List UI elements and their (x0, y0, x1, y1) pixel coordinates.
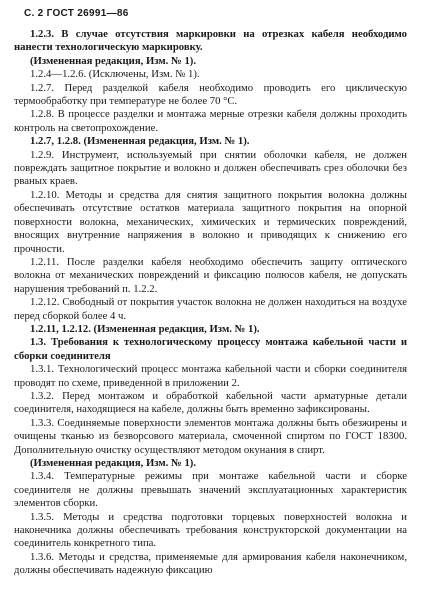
paragraph: 1.2.12. Свободный от покрытия участок волокна не должен находиться на воздухе перед сборкой более 4 ч. (14, 296, 407, 322)
paragraph: 1.2.7. Перед разделкой кабеля необходимо проводить его циклическую термообработку при температуре не более 70 °С. (14, 81, 407, 108)
document-body (14, 28, 407, 578)
paragraph: 1.2.10. Методы и средства для снятия защитного покрытия волокна должны обеспечивать отсутствие остатков материала защитного покрытия на опорной поверхности волокна, механических, химических и термических повреждений, вносящих внутренние напряжения в волокно и приводящих к снижению его прочности. (14, 188, 407, 255)
paragraph: 1.2.9. Инструмент, используемый при снятии оболочки кабеля, не должен повреждать защитное покрытие и волокно и должен обеспечивать срез оболочки без рваных краев. (14, 148, 407, 188)
page-header: С. 2 ГОСТ 26991—86 (24, 8, 129, 19)
paragraph: 1.2.3. В случае отсутствия маркировки на отрезках кабеля необходимо нанести технологическую маркировку. (14, 28, 407, 54)
paragraph: 1.3.3. Соединяемые поверхности элементов монтажа должны быть обезжирены и очищены тканью из безворсового материала, смоченной спиртом по ГОСТ 18300. Дополнительную очистку осуществляют методом окунания в спирт. (14, 416, 407, 456)
paragraph: 1.3.5. Методы и средства подготовки торцевых поверхностей волокна и наконечника должны обеспечивать требования конструкторской документации на соединитель конкретного типа. (14, 510, 407, 550)
paragraph: 1.3.1. Технологический процесс монтажа кабельной части и сборки соединителя проводят по схеме, приведенной в приложении 2. (14, 363, 407, 389)
amendment-note: (Измененная редакция, Изм. № 1). (30, 457, 197, 469)
section-heading: 1.3. Требования к технологическому процессу монтажа кабельной части и сборки соединителя (14, 336, 407, 362)
paragraph: 1.3.6. Методы и средства, применяемые для армирования кабеля наконечником, должны обеспечивать надежную фиксацию (14, 550, 407, 577)
paragraph: 1.2.11. После разделки кабеля необходимо обеспечить защиту оптического волокна от механических повреждений и фиксацию полюсов кабеля, не допускать нарушения требований п. 1.2.2. (14, 255, 407, 295)
paragraph: 1.3.2. Перед монтажом и обработкой кабельной части арматурные детали соединителя, находящиеся на кабеле, должны быть временно зафиксированы. (14, 389, 407, 416)
paragraph: 1.2.8. В процессе разделки и монтажа мерные отрезки кабеля должны проходить контроль на светопрохождение. (14, 108, 407, 134)
amendment-note: 1.2.7, 1.2.8. (Измененная редакция, Изм. № 1). (30, 135, 250, 148)
amendment-note: 1.2.11, 1.2.12. (Измененная редакция, Изм. № 1). (30, 322, 260, 335)
paragraph: 1.3.4. Температурные режимы при монтаже кабельной части и сборке соединителя не должны превышать значений эксплуатационных характеристик элементов сборки. (14, 470, 407, 510)
paragraph: 1.2.4—1.2.6. (Исключены, Изм. № 1). (30, 68, 200, 81)
amendment-note: (Измененная редакция, Изм. № 1). (30, 54, 197, 67)
